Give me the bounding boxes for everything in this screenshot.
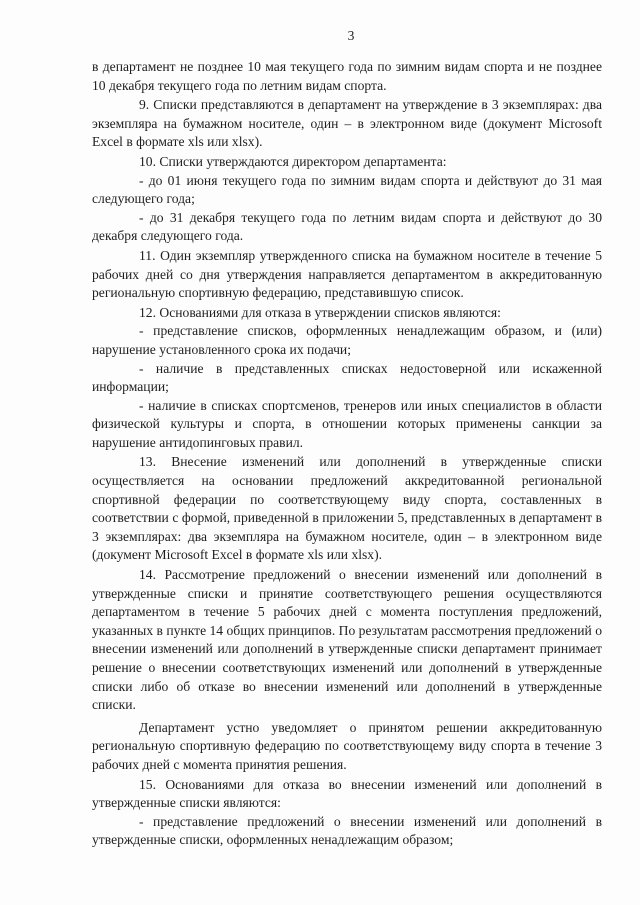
paragraph-10: 10. Списки утверждаются директором департамента: xyxy=(139,153,447,169)
paragraph-12-item-1: - представление списков, оформленных ненадлежащим образом, и (или) нарушение установленного срока их подачи; xyxy=(92,323,602,357)
paragraph-10-item-2: - до 31 декабря текущего года по летним видам спорта и действуют до 30 декабря следующего года. xyxy=(92,209,602,244)
paragraph-13: 13. Внесение изменений или дополнений в утвержденные списки осуществляется на основании предложений аккредитованной региональной спортивной федерации по соответствующему виду спорта, составленных в соответствии с формой, приведенной в приложении 5, представленных в департамент в 3 экземплярах: два экземпляра на бумажном носителе, один – в электронном виде (документ Microsoft Excel в формате xls или xlsx). xyxy=(92,454,602,563)
document-body xyxy=(92,58,602,850)
paragraph-15-item-1: - представление предложений о внесении изменений или дополнений в утвержденные списки, оформленных ненадлежащим образом; xyxy=(92,813,602,848)
paragraph-14-notice: Департамент устно уведомляет о принятом решении аккредитованную региональную спортивную федерацию по соответствующему виду спорта в течение 3 рабочих дней с момента принятия решения. xyxy=(92,719,602,772)
paragraph-11: 11. Один экземпляр утвержденного списка на бумажном носителе в течение 5 рабочих дней со дня утверждения направляется департаментом в аккредитованную региональную спортивную федерацию, представившую список. xyxy=(92,247,602,301)
paragraph-12-item-2: - наличие в представленных списках недостоверной или искаженной информации; xyxy=(92,360,602,395)
paragraph-14: 14. Рассмотрение предложений о внесении изменений или дополнений в утвержденные списки и принятие соответствующего решения осуществляются департаментом в течение 5 рабочих дней с момента поступления предложений, указанных в пункте 14 общих принципов. По результатам рассмотрения предложений о внесении изменений или дополнений в утвержденные списки департамент принимает решение о внесении соответствующих изменений или дополнений в утвержденные списки либо об отказе во внесении изменений или дополнений в утвержденные списки. xyxy=(92,567,602,713)
paragraph-continuation: в департамент не позднее 10 мая текущего года по зимним видам спорта и не позднее 10 декабря текущего года по летним видам спорта. xyxy=(92,59,602,93)
paragraph-10-item-1: - до 01 июня текущего года по зимним видам спорта и действуют до 31 мая следующего года; xyxy=(92,172,602,207)
paragraph-12: 12. Основаниями для отказа в утверждении списков являются: xyxy=(139,304,501,320)
page-number: 3 xyxy=(347,28,355,43)
paragraph-9: 9. Списки представляются в департамент на утверждение в 3 экземплярах: два экземпляра на бумажном носителе, один – в электронном виде (документ Microsoft Excel в формате xls или xlsx). xyxy=(92,97,602,150)
paragraph-15: 15. Основаниями для отказа во внесении изменений или дополнений в утвержденные списки являются: xyxy=(92,776,602,811)
paragraph-12-item-3: - наличие в списках спортсменов, тренеров или иных специалистов в области физической культуры и спорта, в отношении которых применены санкции за нарушение антидопинговых правил. xyxy=(92,397,602,450)
